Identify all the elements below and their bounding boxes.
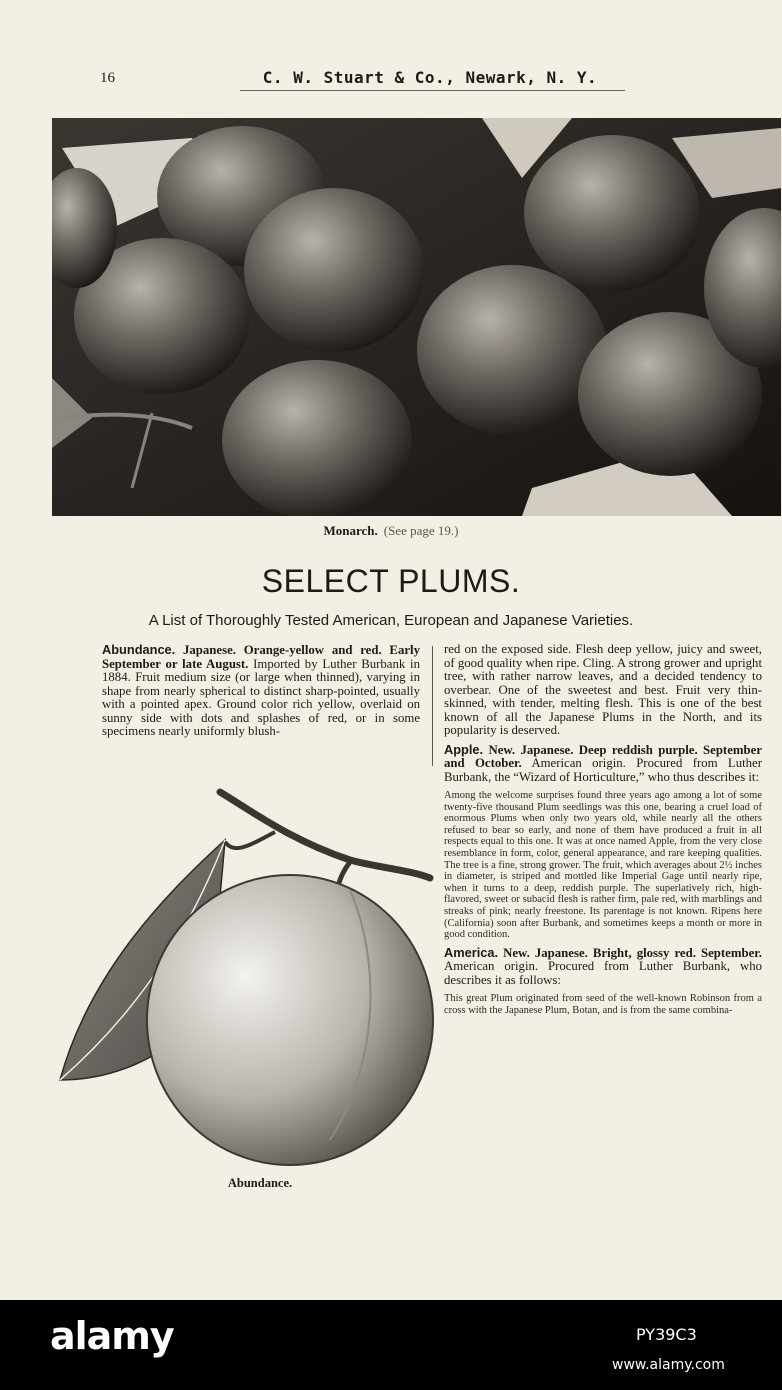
entry-abundance [102,643,420,739]
entry-america-name: America. [444,944,499,960]
section-title: SELECT PLUMS. [261,563,521,599]
monarch-photo [52,118,781,516]
entry-america-head: New. Japanese. Bright, glossy red. September. [503,945,763,960]
watermark-footer [0,1300,782,1390]
photo-caption [0,523,782,539]
entry-america-quote: This great Plum originated from seed of the well-known Robinson from a cross with the Japanese Plum, Botan, and is from the same combina- [444,993,762,1016]
running-head: C. W. Stuart & Co., Newark, N. Y. [262,68,598,87]
drawing-caption: Abundance. [227,1176,293,1190]
photo-caption-ref: (See page 19.) [383,523,459,538]
left-column [102,643,420,739]
footer-url-link[interactable]: www.alamy.com [612,1357,725,1373]
entry-apple-head: New. Japanese. Deep reddish purple. September and October. [444,742,763,770]
brand-logo[interactable]: alamy [50,1314,174,1358]
entry-america-body: American origin. Procured from Luther Burbank, who describes it as follows: [444,959,762,987]
entry-apple-quote: Among the welcome surprises found three years ago among a lot of some twenty-five thousand Plum seedlings was this one, bearing a cruel load of enormous Plums when only two years old, while nearly all the others refused to bear so early, and none of them have produced a fruit in all respects equal to this one. It was at once named Apple, from the very close resemblance in form, color, general appearance, and rare keeping qualities. The tree is a fine, strong grower. The fruit, which averages about 2½ inches in diameter, is striped and mottled like Imperial Gage until nearly ripe, when it turns to a deep, reddish purple. The superlatively rich, high-flavored, sweet or subacid flesh is rather firm, pale red, with marblings and streaks of pink; nearly freestone. Its parentage is not known. Ripens here (California) soon after Burbank, and sometimes keeps a month or more in good condition. [444,790,762,941]
entry-abundance-body: Imported by Luther Burbank in 1884. Fruit medium size (or large when thinned), varying in shape from nearly spherical to distinct sharp-pointed, usually with a pointed apex. Ground color rich yellow, overlaid on sunny side with dots and splashes of red, or in some specimens nearly uniformly blush- [102,656,420,738]
column-divider [432,646,433,766]
section-subtitle: A List of Thoroughly Tested American, European and Japanese Varieties. [148,612,634,629]
plums-photo-image [52,118,781,516]
entry-abundance-head: Japanese. Orange-yellow and red. Early September or late August. [102,643,420,671]
image-id: PY39C3 [636,1325,697,1344]
abundance-plum-illustration [50,780,442,1175]
abundance-drawing [50,780,442,1175]
entry-apple [444,743,762,785]
page-number: 16 [100,70,115,86]
photo-caption-name: Monarch. [323,523,378,538]
entry-abundance-continued: red on the exposed side. Flesh deep yellow, juicy and sweet, of good quality when ripe. Cling. A strong grower and upright tree, with rather narrow leaves, and a decided tendency to overbear. One of the sweetest and best. Fruit very thin-skinned, with tender, melting flesh. This is one of the best known of all the Japanese Plums in the North, and its popularity is deserved. [444,642,762,737]
right-column [444,643,762,1016]
header-rule [240,90,625,91]
entry-america [444,946,762,988]
entry-apple-body: American origin. Procured from Luther Burbank, the “Wizard of Horticulture,” who thus describes it: [444,756,762,784]
entry-abundance-name: Abundance. [102,642,176,657]
entry-apple-name: Apple. [444,741,484,757]
